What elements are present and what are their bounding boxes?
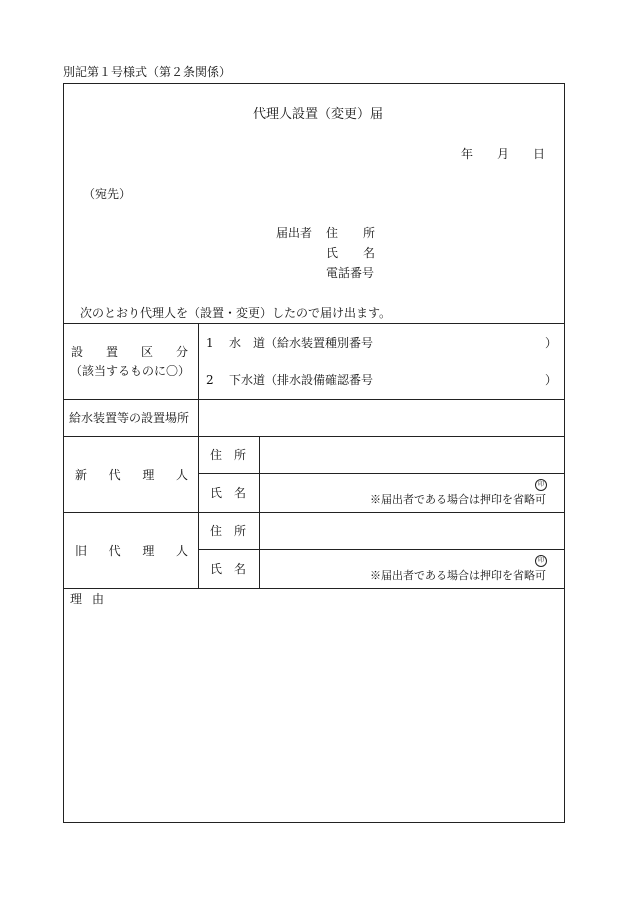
divider-category bbox=[63, 399, 565, 400]
option-water-number: 1 bbox=[206, 336, 214, 350]
new-agent-address-label: 住 所 bbox=[210, 448, 246, 462]
column-divider-agent bbox=[259, 436, 260, 588]
old-agent-address-label: 住 所 bbox=[210, 524, 246, 538]
divider-old-agent bbox=[63, 588, 565, 589]
old-agent-seal-icon: 印 bbox=[535, 555, 547, 567]
form-title: 代理人設置（変更）届 bbox=[253, 107, 384, 122]
applicant-label: 届出者 bbox=[276, 226, 313, 240]
divider-location bbox=[63, 436, 565, 437]
statement-text: 次のとおり代理人を（設置・変更）したので届け出ます。 bbox=[80, 306, 392, 320]
addressee-label: （宛先） bbox=[83, 187, 132, 201]
form-label: 別記第１号様式（第２条関係） bbox=[63, 65, 232, 79]
old-agent-seal-note: ※届出者である場合は押印を省略可 bbox=[370, 569, 546, 582]
reason-label: 理 由 bbox=[70, 592, 104, 606]
category-sublabel: （該当するものに〇） bbox=[70, 364, 191, 378]
new-agent-seal-note: ※届出者である場合は押印を省略可 bbox=[370, 493, 546, 506]
new-agent-seal-icon: 印 bbox=[535, 479, 547, 491]
column-divider-main bbox=[198, 323, 199, 588]
applicant-phone-label: 電話番号 bbox=[326, 266, 375, 280]
applicant-address-label: 住 所 bbox=[326, 226, 375, 240]
form-frame bbox=[63, 83, 565, 823]
date-line bbox=[461, 148, 545, 160]
divider-old-agent-mid bbox=[198, 549, 565, 550]
date-month-label: 月 bbox=[496, 147, 509, 161]
divider-new-agent-mid bbox=[198, 473, 565, 474]
option-sewer-close: ） bbox=[545, 373, 558, 387]
new-agent-label: 新 代 理 人 bbox=[75, 468, 188, 482]
applicant-name-label: 氏 名 bbox=[326, 246, 375, 260]
new-agent-name-label: 氏 名 bbox=[210, 486, 246, 500]
old-agent-label: 旧 代 理 人 bbox=[75, 544, 188, 558]
location-label: 給水装置等の設置場所 bbox=[69, 411, 190, 425]
divider-new-agent bbox=[63, 512, 565, 513]
option-sewer-text: 下水道（排水設備確認番号 bbox=[229, 373, 374, 387]
date-day-label: 日 bbox=[532, 147, 545, 161]
old-agent-name-label: 氏 名 bbox=[210, 562, 246, 576]
category-label: 設 置 区 分 bbox=[71, 345, 188, 359]
option-sewer-number: 2 bbox=[206, 373, 214, 387]
option-water-text: 水 道（給水装置種別番号 bbox=[229, 336, 374, 350]
option-water-close: ） bbox=[545, 336, 558, 350]
date-year-label: 年 bbox=[461, 147, 474, 161]
divider-header bbox=[63, 323, 565, 324]
